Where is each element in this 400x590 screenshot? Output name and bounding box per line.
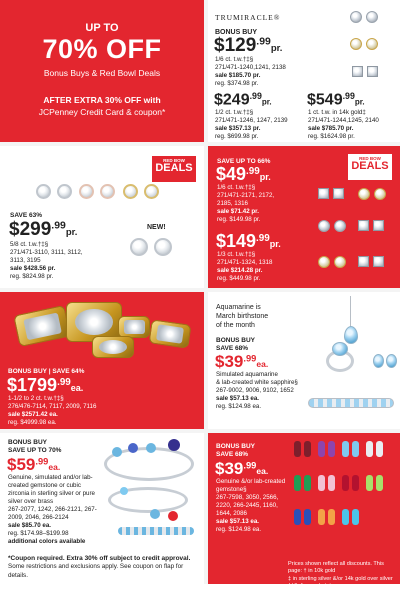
- ring-icon: [149, 319, 192, 348]
- studs66-price-2: $\$149^{.99}pr$.: [216, 231, 281, 251]
- studs66-studs-a: [318, 188, 344, 199]
- sapphire-stone-icon: [128, 443, 138, 453]
- tanzanite-stone-icon: [168, 439, 180, 451]
- diamond-earring-icon: [366, 441, 373, 457]
- halo-stud-icon: [123, 184, 138, 199]
- diamond-earring-icon: [376, 441, 383, 457]
- trumiracle-price-1: $\$129^{.99}pr$.: [214, 35, 283, 56]
- studs63-info: 5/8 ct. t.w.†‡§ 271/471-3110, 3111, 3112, 3113, 3195 sale $428.56 pr. reg. $824.98 pr.: [10, 241, 83, 280]
- emerald-earring-icon: [294, 475, 301, 491]
- square-stud-icon: [373, 256, 384, 267]
- sapphire-earring-icon: [294, 509, 301, 525]
- ring-icon: [92, 336, 134, 358]
- new-halo-studs: [130, 238, 172, 256]
- citrine-earring-icon: [318, 509, 325, 525]
- trumiracle-panel: [208, 0, 400, 142]
- peridot-earring-icon: [376, 475, 383, 491]
- stud-earring-icon: [318, 220, 330, 232]
- square-stud-icon: [358, 220, 369, 231]
- hero-upto: UP TO: [85, 22, 119, 34]
- rings-info: 1-1/2 to 2 ct. t.w.†‡§ 276/476-7114, 7117, 2009, 7116 sale $2571.42 ea. reg. $4999.98 ea.: [8, 395, 97, 426]
- stud-earring-icon: [318, 256, 330, 268]
- ring-icon: [13, 305, 71, 347]
- studs66-info-2: 1/3 ct. t.w.†‡§ 271/471-1324, 1318 sale $214.28 pr. reg. $449.98 pr.: [217, 251, 273, 282]
- topaz-stone-icon: [146, 443, 156, 453]
- tennis-bracelet-icon: [308, 398, 394, 408]
- studs63-save: SAVE 63%: [10, 212, 43, 219]
- red-bow-deals-badge: RED BOW DEALS: [152, 156, 196, 182]
- trumiracle-logo: TRUMIRACLE®: [215, 13, 281, 22]
- price-footnote: Prices shown reflect all discounts. This page: † in 10k gold ‡ in sterling silver &/or 14k gold over silver †‡§ diamond ct. t.w.: [288, 561, 393, 589]
- studs66-studs-e: [318, 256, 346, 268]
- dangle-earrings-grid: [292, 439, 396, 539]
- aquamarine-price: $\$39^{.99}ea$.: [215, 352, 269, 371]
- hero-extra-line2: JCPenney Credit Card & coupon*: [38, 107, 166, 117]
- pendant-icon: [344, 326, 358, 344]
- studs66-studs-d: [358, 220, 384, 231]
- line-bracelet-icon: [118, 527, 194, 535]
- aquamarine-tag: BONUS BUY SAVE 68%: [216, 337, 256, 352]
- hero-extra-line1: AFTER EXTRA 30% OFF with: [43, 95, 161, 105]
- ruby-earring-icon: [342, 475, 349, 491]
- studs66-studs-b: [358, 188, 386, 200]
- bracelets-info: Genuine, simulated and/or lab-created gemstone or cubic zirconia in sterling silver or pure silver over brass 267-2077, 1242, 266-2121, 267-2009, 2046, 266-2124 sale $85.70 ea. reg. $174.98–$199.98 additional colors available: [8, 474, 97, 545]
- square-stud-icon: [373, 220, 384, 231]
- bracelets-tag: BONUS BUY SAVE UP TO 70%: [8, 439, 62, 454]
- gemstone-price: $\$39^{.99}ea$.: [215, 459, 269, 478]
- studs66-studs-c: [318, 220, 346, 232]
- bracelets-panel: [0, 433, 204, 584]
- peridot-earring-icon: [366, 475, 373, 491]
- red-bow-deals-badge: RED BOW DEALS: [348, 154, 392, 180]
- amethyst-earring-icon: [318, 441, 325, 457]
- halo-stud-icon: [144, 184, 159, 199]
- halo-studs-rose: [79, 184, 115, 199]
- alexandrite-earring-icon: [328, 475, 335, 491]
- stud-earring-icon: [358, 188, 370, 200]
- ruby-stone-icon: [168, 511, 178, 521]
- hero-panel: [0, 0, 204, 142]
- gemstone-tag: BONUS BUY SAVE 68%: [216, 443, 256, 458]
- studs-66-panel: [208, 146, 400, 288]
- aquamarine-info: Simulated aquamarine & lab-created white sapphire§ 267-9002, 9006, 9102, 1652 sale $57.13 ea. reg. $124.98 ea.: [216, 371, 298, 410]
- studs66-price-1: $\$49^{.99}pr$.: [216, 164, 271, 184]
- aquamarine-earring-icon: [386, 354, 397, 368]
- halo-studs-white: [36, 184, 72, 199]
- studs-63-panel: [0, 146, 204, 288]
- birthstone-note: Aquamarine is March birthstone of the month: [216, 304, 269, 329]
- stud-earring-icon: [374, 188, 386, 200]
- studs66-save: SAVE UP TO 66%: [217, 158, 271, 165]
- topaz-stone-icon: [112, 447, 122, 457]
- alexandrite-earring-icon: [318, 475, 325, 491]
- halo-studs-gold: [123, 184, 159, 199]
- halo-stud-icon: [130, 238, 148, 256]
- aquamarine-earring-icon: [342, 441, 349, 457]
- trumiracle-price-3: $\$549^{.99}pr$.: [307, 91, 365, 109]
- aquamarine-earring-icon: [373, 354, 384, 368]
- garnet-earring-icon: [304, 441, 311, 457]
- rings-panel: [0, 292, 204, 429]
- aquamarine-panel: [208, 292, 400, 429]
- stud-earring-icon: [366, 38, 378, 50]
- trumiracle-info-2: 1/2 ct. t.w.†‡§ 271/471-1246, 1247, 2139 sale $357.13 pr. reg. $699.98 pr.: [215, 109, 288, 140]
- halo-stud-icon: [100, 184, 115, 199]
- hero-deals: Bonus Buys & Red Bowl Deals: [43, 68, 161, 78]
- bracelets-price: $\$59^{.99}ea$.: [7, 455, 61, 474]
- trumiracle-tag: BONUS BUY: [215, 29, 258, 36]
- stud-earring-icon: [334, 220, 346, 232]
- sapphire-earring-icon: [304, 509, 311, 525]
- square-stud-icon: [358, 256, 369, 267]
- gemstone-info: Genuine &/or lab-created gemstone§ 267-7598, 3050, 2566, 2220, 266-2445, 1160, 1644, 2086 sale $57.13 ea. reg. $124.98 ea.: [216, 478, 286, 533]
- stud-earring-icon: [350, 38, 362, 50]
- new-label: NEW!: [147, 224, 166, 231]
- trumiracle-studs-white: [350, 11, 378, 23]
- trumiracle-studs-gold: [350, 38, 378, 50]
- garnet-earring-icon: [294, 441, 301, 457]
- topaz-earring-icon: [352, 509, 359, 525]
- topaz-stone-icon: [150, 509, 160, 519]
- emerald-earring-icon: [304, 475, 311, 491]
- halo-stud-icon: [154, 238, 172, 256]
- ring-icon: [118, 316, 150, 338]
- stud-earring-icon: [350, 11, 362, 23]
- topaz-earring-icon: [342, 509, 349, 525]
- stud-earring-icon: [366, 11, 378, 23]
- trumiracle-info-3: 1 ct. t.w. in 14k gold‡ 271/471-1244,1245, 2140 sale $785.70 pr. reg. $1624.98 pr.: [308, 109, 379, 140]
- aquamarine-stone-icon: [332, 342, 348, 356]
- square-stud-icon: [318, 188, 329, 199]
- studs63-price: $\$299^{.99}pr$.: [9, 219, 78, 240]
- stud-earring-icon: [334, 256, 346, 268]
- citrine-earring-icon: [328, 509, 335, 525]
- hero-percent: 70% OFF: [42, 34, 162, 64]
- trumiracle-price-2: $\$249^{.99}pr$.: [214, 91, 272, 109]
- square-stud-icon: [367, 66, 378, 77]
- amethyst-earring-icon: [328, 441, 335, 457]
- rings-tag: BONUS BUY | SAVE 64%: [8, 368, 85, 375]
- ruby-earring-icon: [352, 475, 359, 491]
- studs66-studs-f: [358, 256, 384, 267]
- gemstone-panel: [208, 433, 400, 589]
- trumiracle-info-1: 1/6 ct. t.w.†‡§ 271/471-1240,1241, 2138 sale $185.70 pr. reg. $374.98 pr.: [215, 56, 286, 87]
- necklace-chain: [350, 296, 351, 328]
- halo-stud-icon: [57, 184, 72, 199]
- topaz-stone-icon: [120, 487, 128, 495]
- aquamarine-earring-icon: [352, 441, 359, 457]
- studs66-info-1: 1/6 ct. t.w.†‡§ 271/471-2171, 2172, 2185, 1316 sale $71.42 pr. reg. $149.98 pr.: [217, 184, 275, 223]
- coupon-note: *Coupon required. Extra 30% off subject to credit approval. Some restrictions and exclusions apply. See coupon on flap for details.: [0, 553, 204, 584]
- square-stud-icon: [352, 66, 363, 77]
- trumiracle-studs-square: [352, 66, 378, 77]
- rings-price: $\$1799^{.99}ea$.: [7, 375, 84, 395]
- halo-stud-icon: [79, 184, 94, 199]
- halo-stud-icon: [36, 184, 51, 199]
- square-stud-icon: [333, 188, 344, 199]
